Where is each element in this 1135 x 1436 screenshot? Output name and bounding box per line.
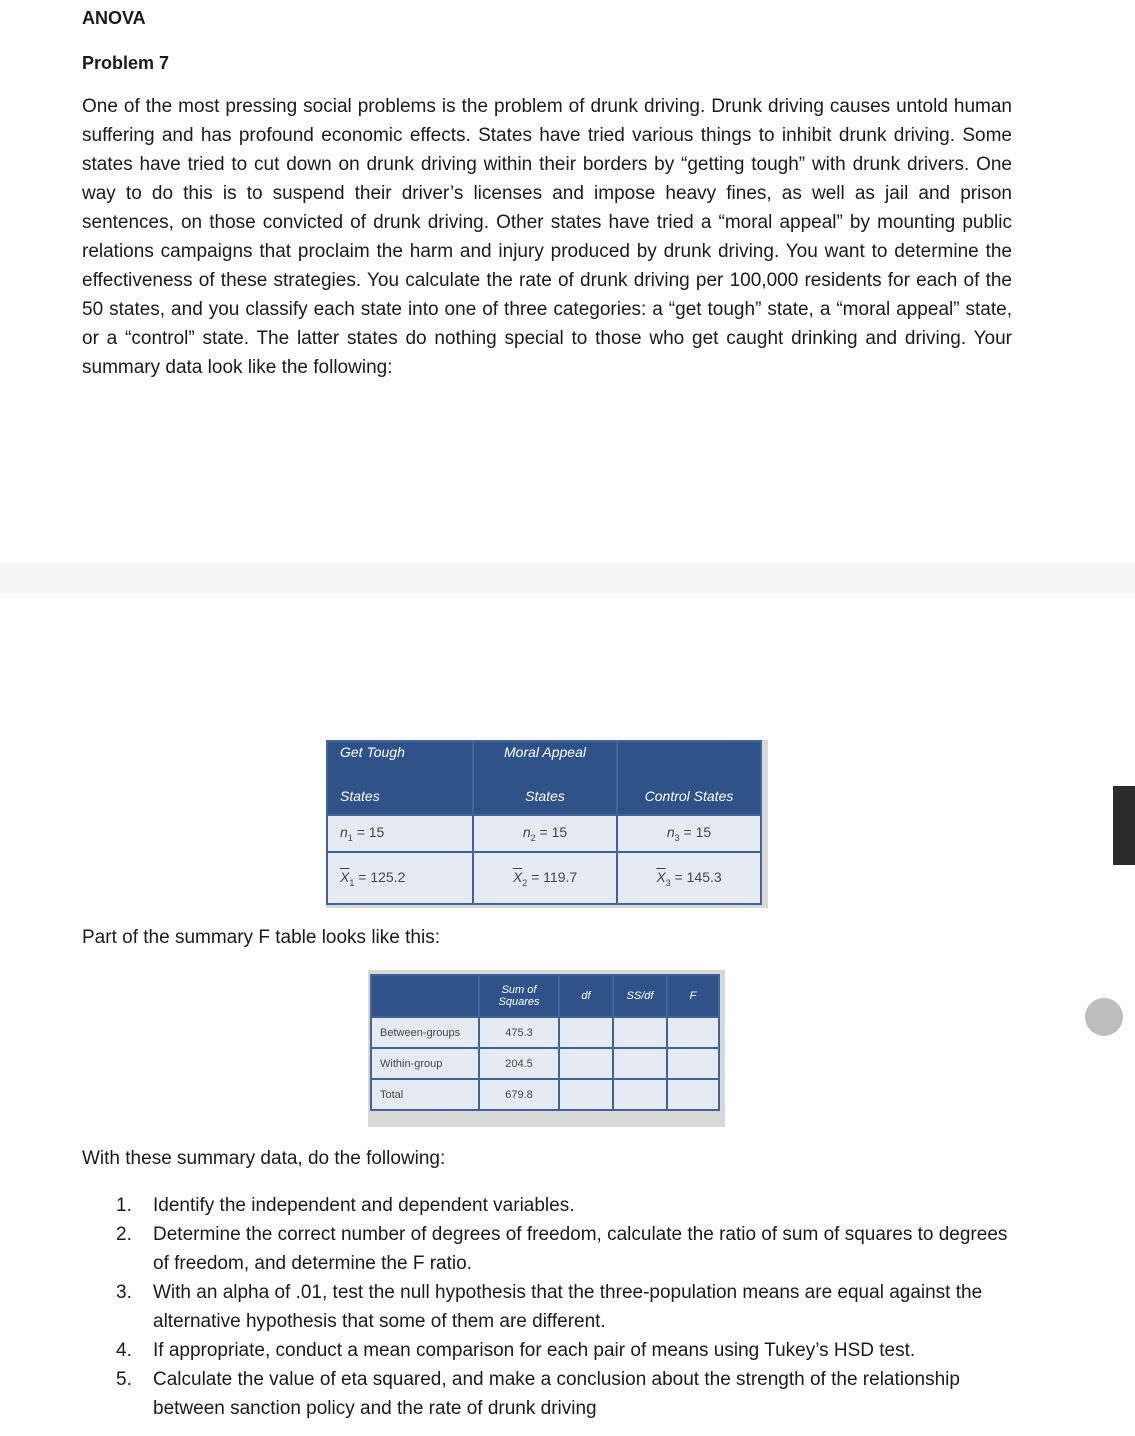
list-item bbox=[116, 1365, 1016, 1423]
row-f bbox=[667, 1048, 719, 1079]
row-ssdf bbox=[613, 1017, 667, 1048]
f-header-ssdf: SS/df bbox=[613, 975, 667, 1017]
list-number: 3. bbox=[116, 1282, 132, 1303]
header-control bbox=[617, 741, 761, 815]
row-ss: 204.5 bbox=[479, 1048, 559, 1079]
table-row bbox=[371, 1079, 719, 1110]
list-text: Identify the independent and dependent variables. bbox=[153, 1195, 575, 1216]
list-item bbox=[116, 1336, 1016, 1365]
row-ss: 679.8 bbox=[479, 1079, 559, 1110]
f-table bbox=[370, 974, 720, 1111]
row-label: Within-group bbox=[371, 1048, 479, 1079]
n-symbol: n bbox=[522, 824, 531, 841]
n-value: = 15 bbox=[356, 824, 385, 841]
header-line: Control States bbox=[644, 788, 734, 804]
mean-symbol: $\overline{X}$ bbox=[656, 868, 666, 885]
task-list bbox=[116, 1191, 1016, 1423]
header-line: States bbox=[340, 788, 380, 804]
row-ss: 475.3 bbox=[479, 1017, 559, 1048]
n-moral-appeal bbox=[473, 815, 617, 852]
mean-value: = 119.7 bbox=[531, 868, 578, 885]
list-text: With an alpha of .01, test the null hypothesis that the three-population means are equal against the alternative hypothesis that some of them are different. bbox=[153, 1282, 983, 1332]
table-row bbox=[371, 1017, 719, 1048]
list-text: If appropriate, conduct a mean comparison for each pair of means using Tukey’s HSD test. bbox=[153, 1340, 916, 1361]
mean-value: = 125.2 bbox=[358, 868, 406, 885]
header-moral-appeal bbox=[473, 741, 617, 815]
header-line: Get Tough bbox=[340, 744, 405, 760]
mean-subscript: 3 bbox=[665, 877, 671, 888]
header-line: Moral Appeal bbox=[504, 744, 586, 760]
n-get-tough bbox=[327, 815, 473, 852]
row-f bbox=[667, 1017, 719, 1048]
list-number: 5. bbox=[116, 1369, 132, 1390]
n-symbol: n bbox=[666, 824, 675, 841]
list-number: 2. bbox=[116, 1224, 132, 1245]
f-header-df: df bbox=[559, 975, 613, 1017]
row-label: Total bbox=[371, 1079, 479, 1110]
header-line: Sum of bbox=[501, 984, 537, 996]
list-number: 1. bbox=[116, 1195, 132, 1216]
n-subscript: 1 bbox=[347, 832, 353, 843]
floating-action-circle[interactable] bbox=[1085, 998, 1123, 1036]
scrollbar-handle[interactable] bbox=[1113, 786, 1135, 865]
n-subscript: 2 bbox=[530, 832, 536, 843]
f-header-f: F bbox=[667, 975, 719, 1017]
list-number: 4. bbox=[116, 1340, 132, 1361]
n-subscript: 3 bbox=[674, 832, 680, 843]
row-ssdf bbox=[613, 1048, 667, 1079]
list-text: Determine the correct number of degrees of freedom, calculate the ratio of sum of squares to degrees of freedom, and determine the F ratio. bbox=[153, 1224, 1008, 1274]
f-header-blank bbox=[371, 975, 479, 1017]
mean-symbol: $\overline{X}$ bbox=[340, 868, 350, 885]
row-label: Between-groups bbox=[371, 1017, 479, 1048]
n-control bbox=[617, 815, 761, 852]
mean-get-tough bbox=[327, 852, 473, 904]
header-line: Squares bbox=[498, 996, 540, 1008]
mean-value: = 145.3 bbox=[674, 868, 722, 885]
group-summary-table-image bbox=[326, 740, 768, 908]
row-df bbox=[559, 1048, 613, 1079]
row-df bbox=[559, 1079, 613, 1110]
list-text: Calculate the value of eta squared, and make a conclusion about the strength of the relationship between sanction policy and the rate of drunk driving bbox=[153, 1369, 960, 1419]
row-ssdf bbox=[613, 1079, 667, 1110]
row-f bbox=[667, 1079, 719, 1110]
mean-symbol: $\overline{X}$ bbox=[512, 868, 523, 885]
table-row bbox=[371, 1048, 719, 1079]
group-summary-table bbox=[326, 740, 762, 905]
f-header-ss bbox=[479, 975, 559, 1017]
f-table-caption: Part of the summary F table looks like this: bbox=[82, 927, 440, 948]
n-value: = 15 bbox=[539, 824, 568, 841]
page-title: ANOVA bbox=[82, 8, 146, 28]
list-item bbox=[116, 1278, 1016, 1336]
mean-subscript: 1 bbox=[349, 877, 355, 888]
n-value: = 15 bbox=[683, 824, 712, 841]
mean-moral-appeal bbox=[473, 852, 617, 904]
problem-label: Problem 7 bbox=[82, 53, 170, 73]
list-item bbox=[116, 1191, 1016, 1220]
f-table-image bbox=[368, 970, 725, 1127]
row-df bbox=[559, 1017, 613, 1048]
mean-subscript: 2 bbox=[522, 877, 528, 888]
n-symbol: n bbox=[340, 824, 348, 841]
mean-control bbox=[617, 852, 761, 904]
header-line: States bbox=[525, 788, 565, 804]
problem-paragraph: One of the most pressing social problems is the problem of drunk driving. Drunk driving causes untold human suffering and has profound economic effects. States have tried various things to inhibit drunk driving. Some states have tried to cut down on drunk driving within their borders by “getting tough” with drunk drivers. One way to do this is to suspend their driver’s licenses and impose heavy fines, as well as jail and prison sentences, on those convicted of drunk driving. Other states have tried a “moral appeal” by mounting public relations campaigns that proclaim the harm and injury produced by drunk driving. You want to determine the effectiveness of these strategies. You calculate the rate of drunk driving per 100,000 residents for each of the 50 states, and you classify each state into one of three categories: a “get tough” state, a “moral appeal” state, or a “control” state. The latter states do nothing special to those who get caught drinking and driving. Your summary data look like the following: bbox=[82, 96, 1012, 378]
page-break-band bbox=[0, 562, 1135, 593]
instructions-lead: With these summary data, do the following: bbox=[82, 1148, 446, 1169]
header-get-tough bbox=[327, 741, 473, 815]
list-item bbox=[116, 1220, 1016, 1278]
